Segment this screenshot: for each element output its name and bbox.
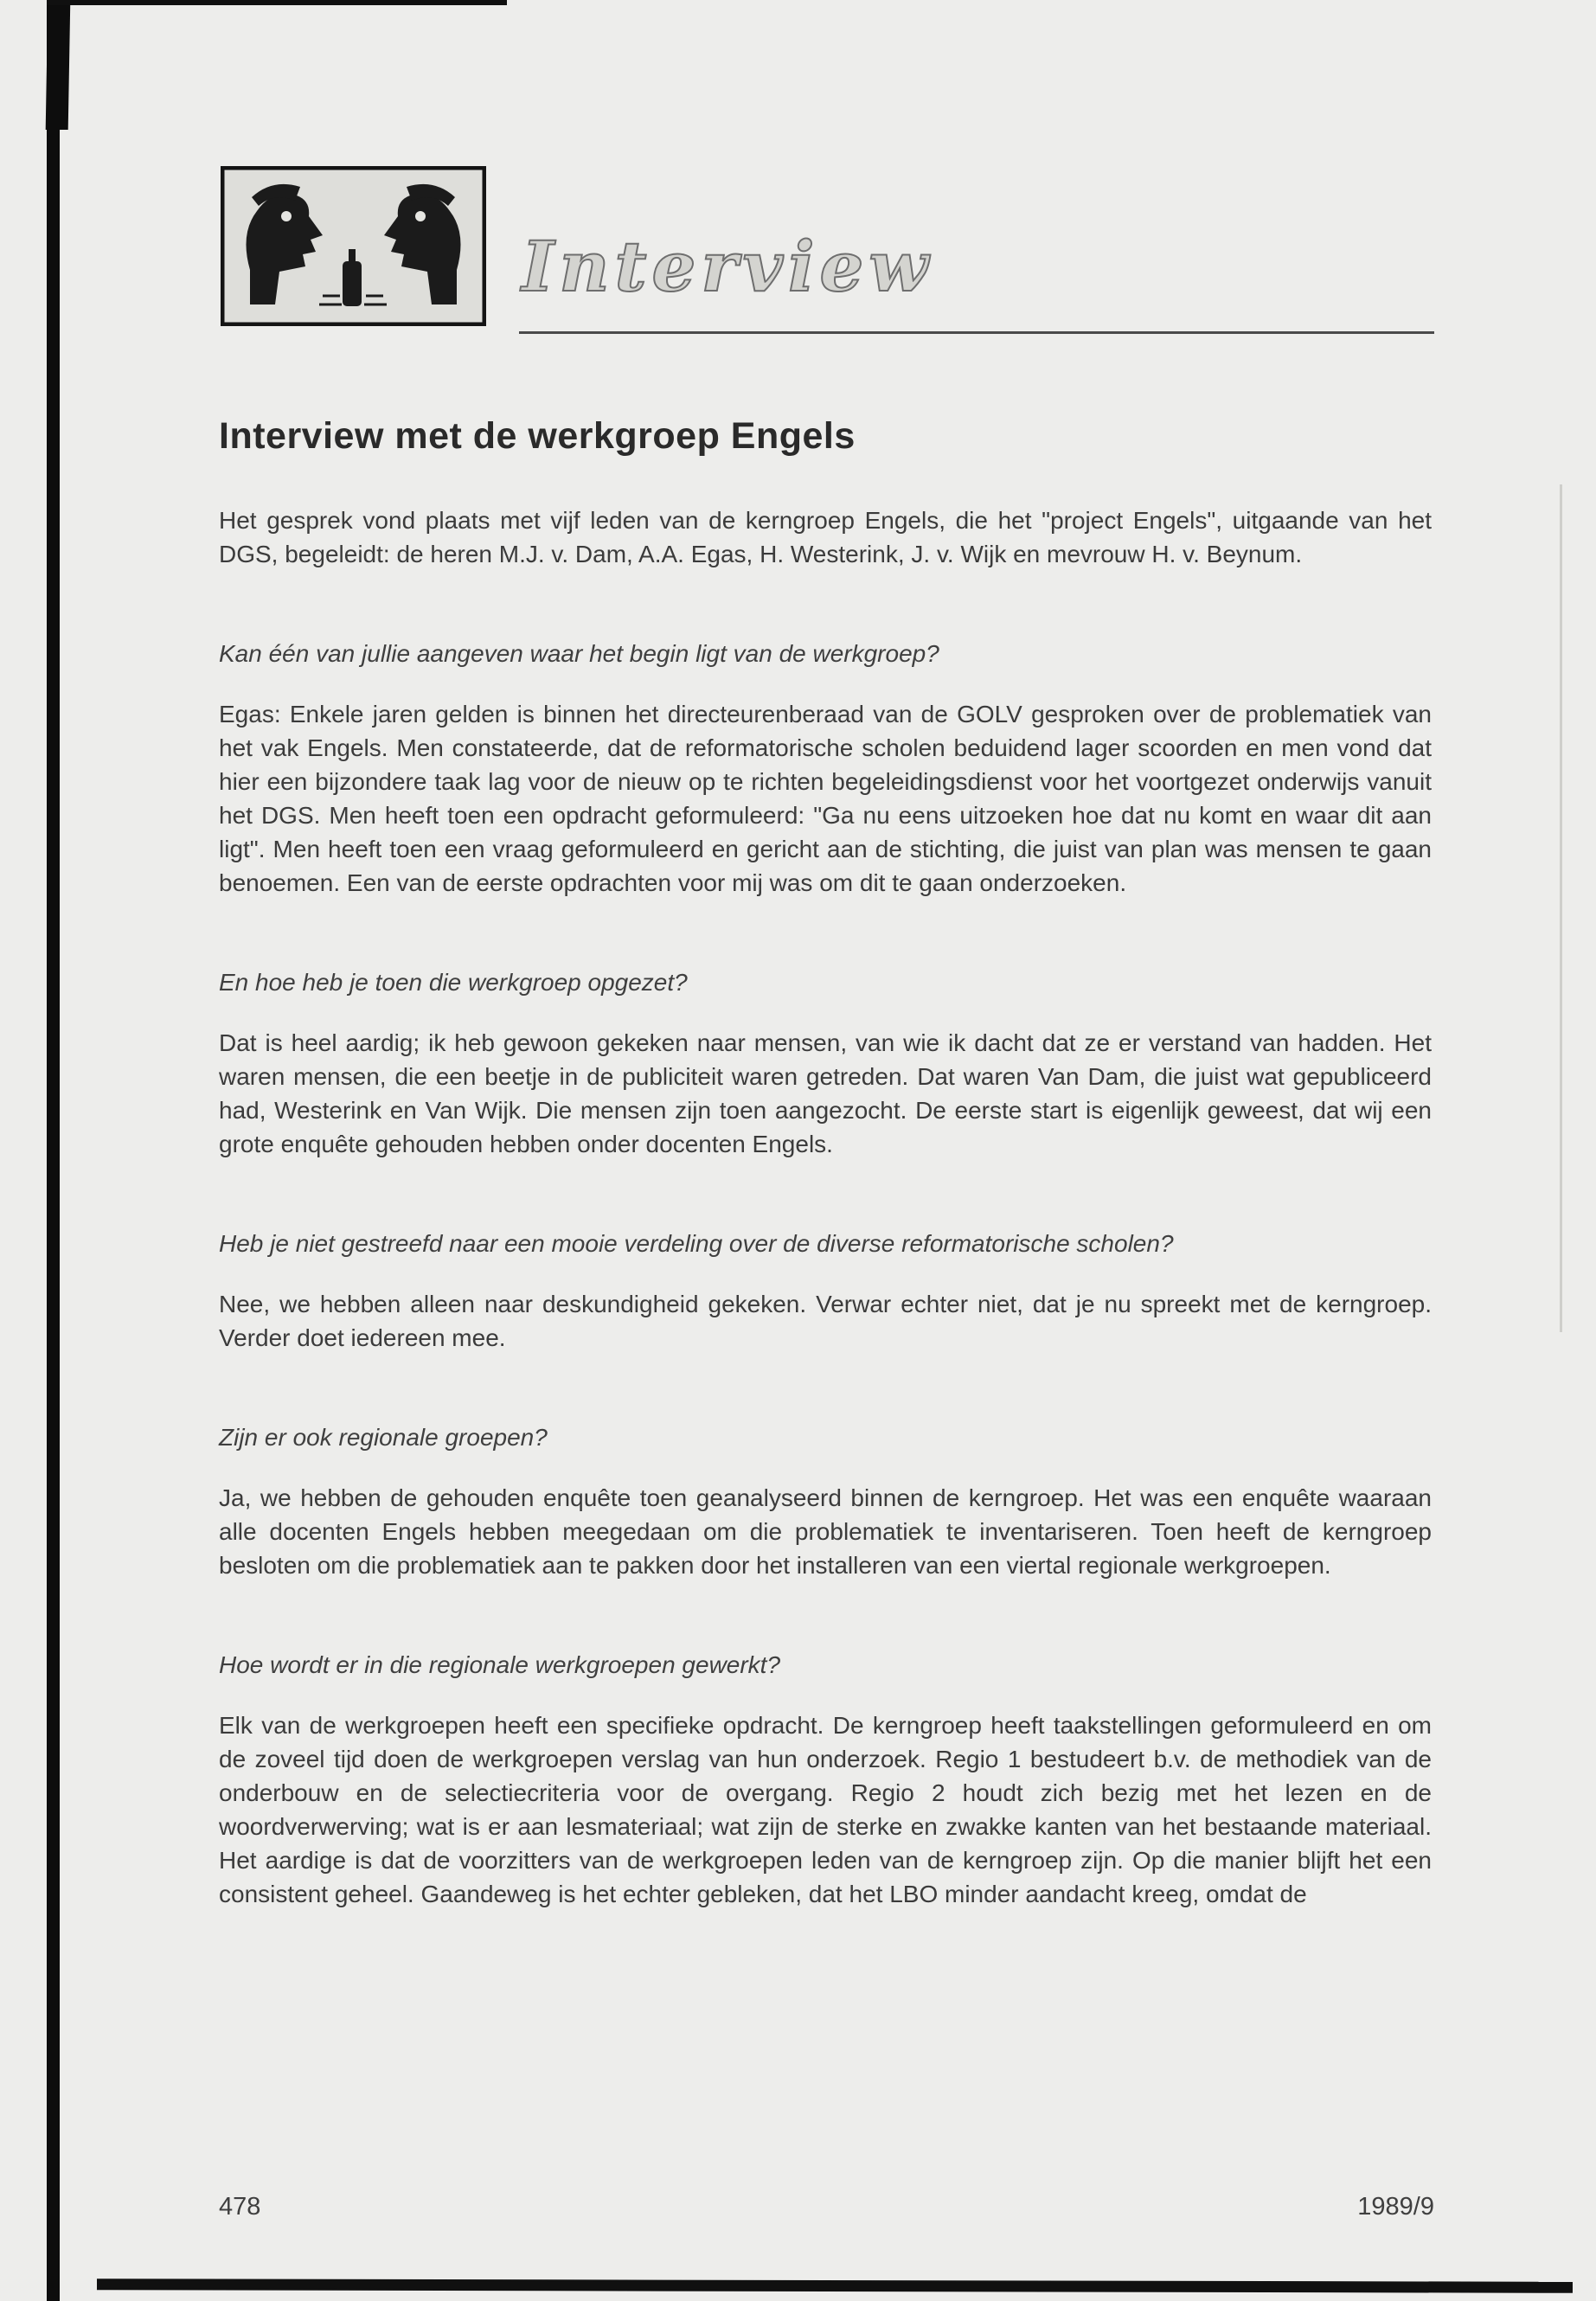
interview-answer-2: Dat is heel aardig; ik heb gewoon gekeken naar mensen, van wie ik dacht dat ze er verstand van hadden. Het waren mensen, die een beetje in de publiciteit waren getreden. Dat waren Van Dam, die juist wat gepubliceerd had, Westerink en Van Wijk. Die mensen zijn toen aangezocht. De eerste start is eigenlijk geweest, dat wij een grote enquête gehouden hebben onder docenten Engels.	[219, 1029, 1432, 1157]
interview-question-4: Zijn er ook regionale groepen?	[219, 1424, 548, 1451]
interview-question-5: Hoe wordt er in die regionale werkgroepen gewerkt?	[219, 1651, 781, 1678]
article-intro: Het gesprek vond plaats met vijf leden van de kerngroep Engels, die het "project Engels", uitgaande van het DGS, begeleidt: de heren M.J. v. Dam, A.A. Egas, H. Westerink, J. v. Wijk en mevrouw H. v. Beynum.	[219, 507, 1432, 567]
interview-wordmark: Interview	[522, 226, 934, 307]
header-divider	[519, 331, 1434, 334]
interview-question-1: Kan één van jullie aangeven waar het begin ligt van de werkgroep?	[219, 640, 939, 667]
article-title: Interview met de werkgroep Engels	[219, 415, 856, 457]
two-people-talking-icon	[221, 166, 486, 326]
page-number: 478	[219, 2193, 261, 2221]
interview-question-2: En hoe heb je toen die werkgroep opgezet?	[219, 969, 688, 996]
scan-edge-left	[47, 0, 60, 2301]
scan-edge-right	[1560, 484, 1562, 1332]
page-footer	[219, 2193, 1434, 2221]
interview-answer-5: Elk van de werkgroepen heeft een specifieke opdracht. De kerngroep heeft taakstellingen geformuleerd en om de zoveel tijd doen de werkgroepen verslag van hun onderzoek. Regio 1 bestudeert b.v. de methodiek van de onderbouw en de selectiecriteria voor de overgang. Regio 2 houdt zich bezig met het lezen en de woordverwerving; wat is er aan lesmateriaal; wat zijn de sterke en zwakke kanten van het bestaande materiaal. Het aardige is dat de voorzitters van de werkgroepen leden van de kerngroep zijn. Op die manier blijft het een consistent geheel. Gaandeweg is het echter gebleken, dat het LBO minder aandacht kreeg, omdat de	[219, 1712, 1432, 1907]
interview-logo	[221, 166, 486, 326]
scan-edge-left-top	[46, 0, 71, 130]
interview-answer-3: Nee, we hebben alleen naar deskundigheid gekeken. Verwar echter niet, dat je nu spreekt met de kerngroep. Verder doet iedereen mee.	[219, 1291, 1432, 1351]
interview-question-3: Heb je niet gestreefd naar een mooie verdeling over de diverse reformatorische scholen?	[219, 1230, 1174, 1257]
interview-answer-4: Ja, we hebben de gehouden enquête toen geanalyseerd binnen de kerngroep. Het was een enquête waaraan alle docenten Engels hebben meegedaan om die problematiek te inventariseren. Toen heeft de kerngroep besloten om die problematiek aan te pakken door het installeren van een viertal regionale werkgroepen.	[219, 1484, 1432, 1579]
issue-number: 1989/9	[1357, 2193, 1434, 2221]
scan-edge-bottom	[97, 2279, 1573, 2293]
interview-answer-1: Egas: Enkele jaren gelden is binnen het directeurenberaad van de GOLV gesproken over de problematiek van het vak Engels. Men constateerde, dat de reformatorische scholen beduidend lager scoorden en men vond dat hier een bijzondere taak lag voor de nieuw op te richten begeleidingsdienst voor het voortgezet onderwijs vanuit het DGS. Men heeft toen een opdracht geformuleerd: "Ga nu eens uitzoeken hoe dat nu komt en waar dit aan ligt". Men heeft toen een vraag geformuleerd en gericht aan de stichting, die juist van plan was mensen te gaan benoemen. Een van de eerste opdrachten voor mij was om dit te gaan onderzoeken.	[219, 701, 1432, 896]
page-content	[219, 0, 1432, 1911]
